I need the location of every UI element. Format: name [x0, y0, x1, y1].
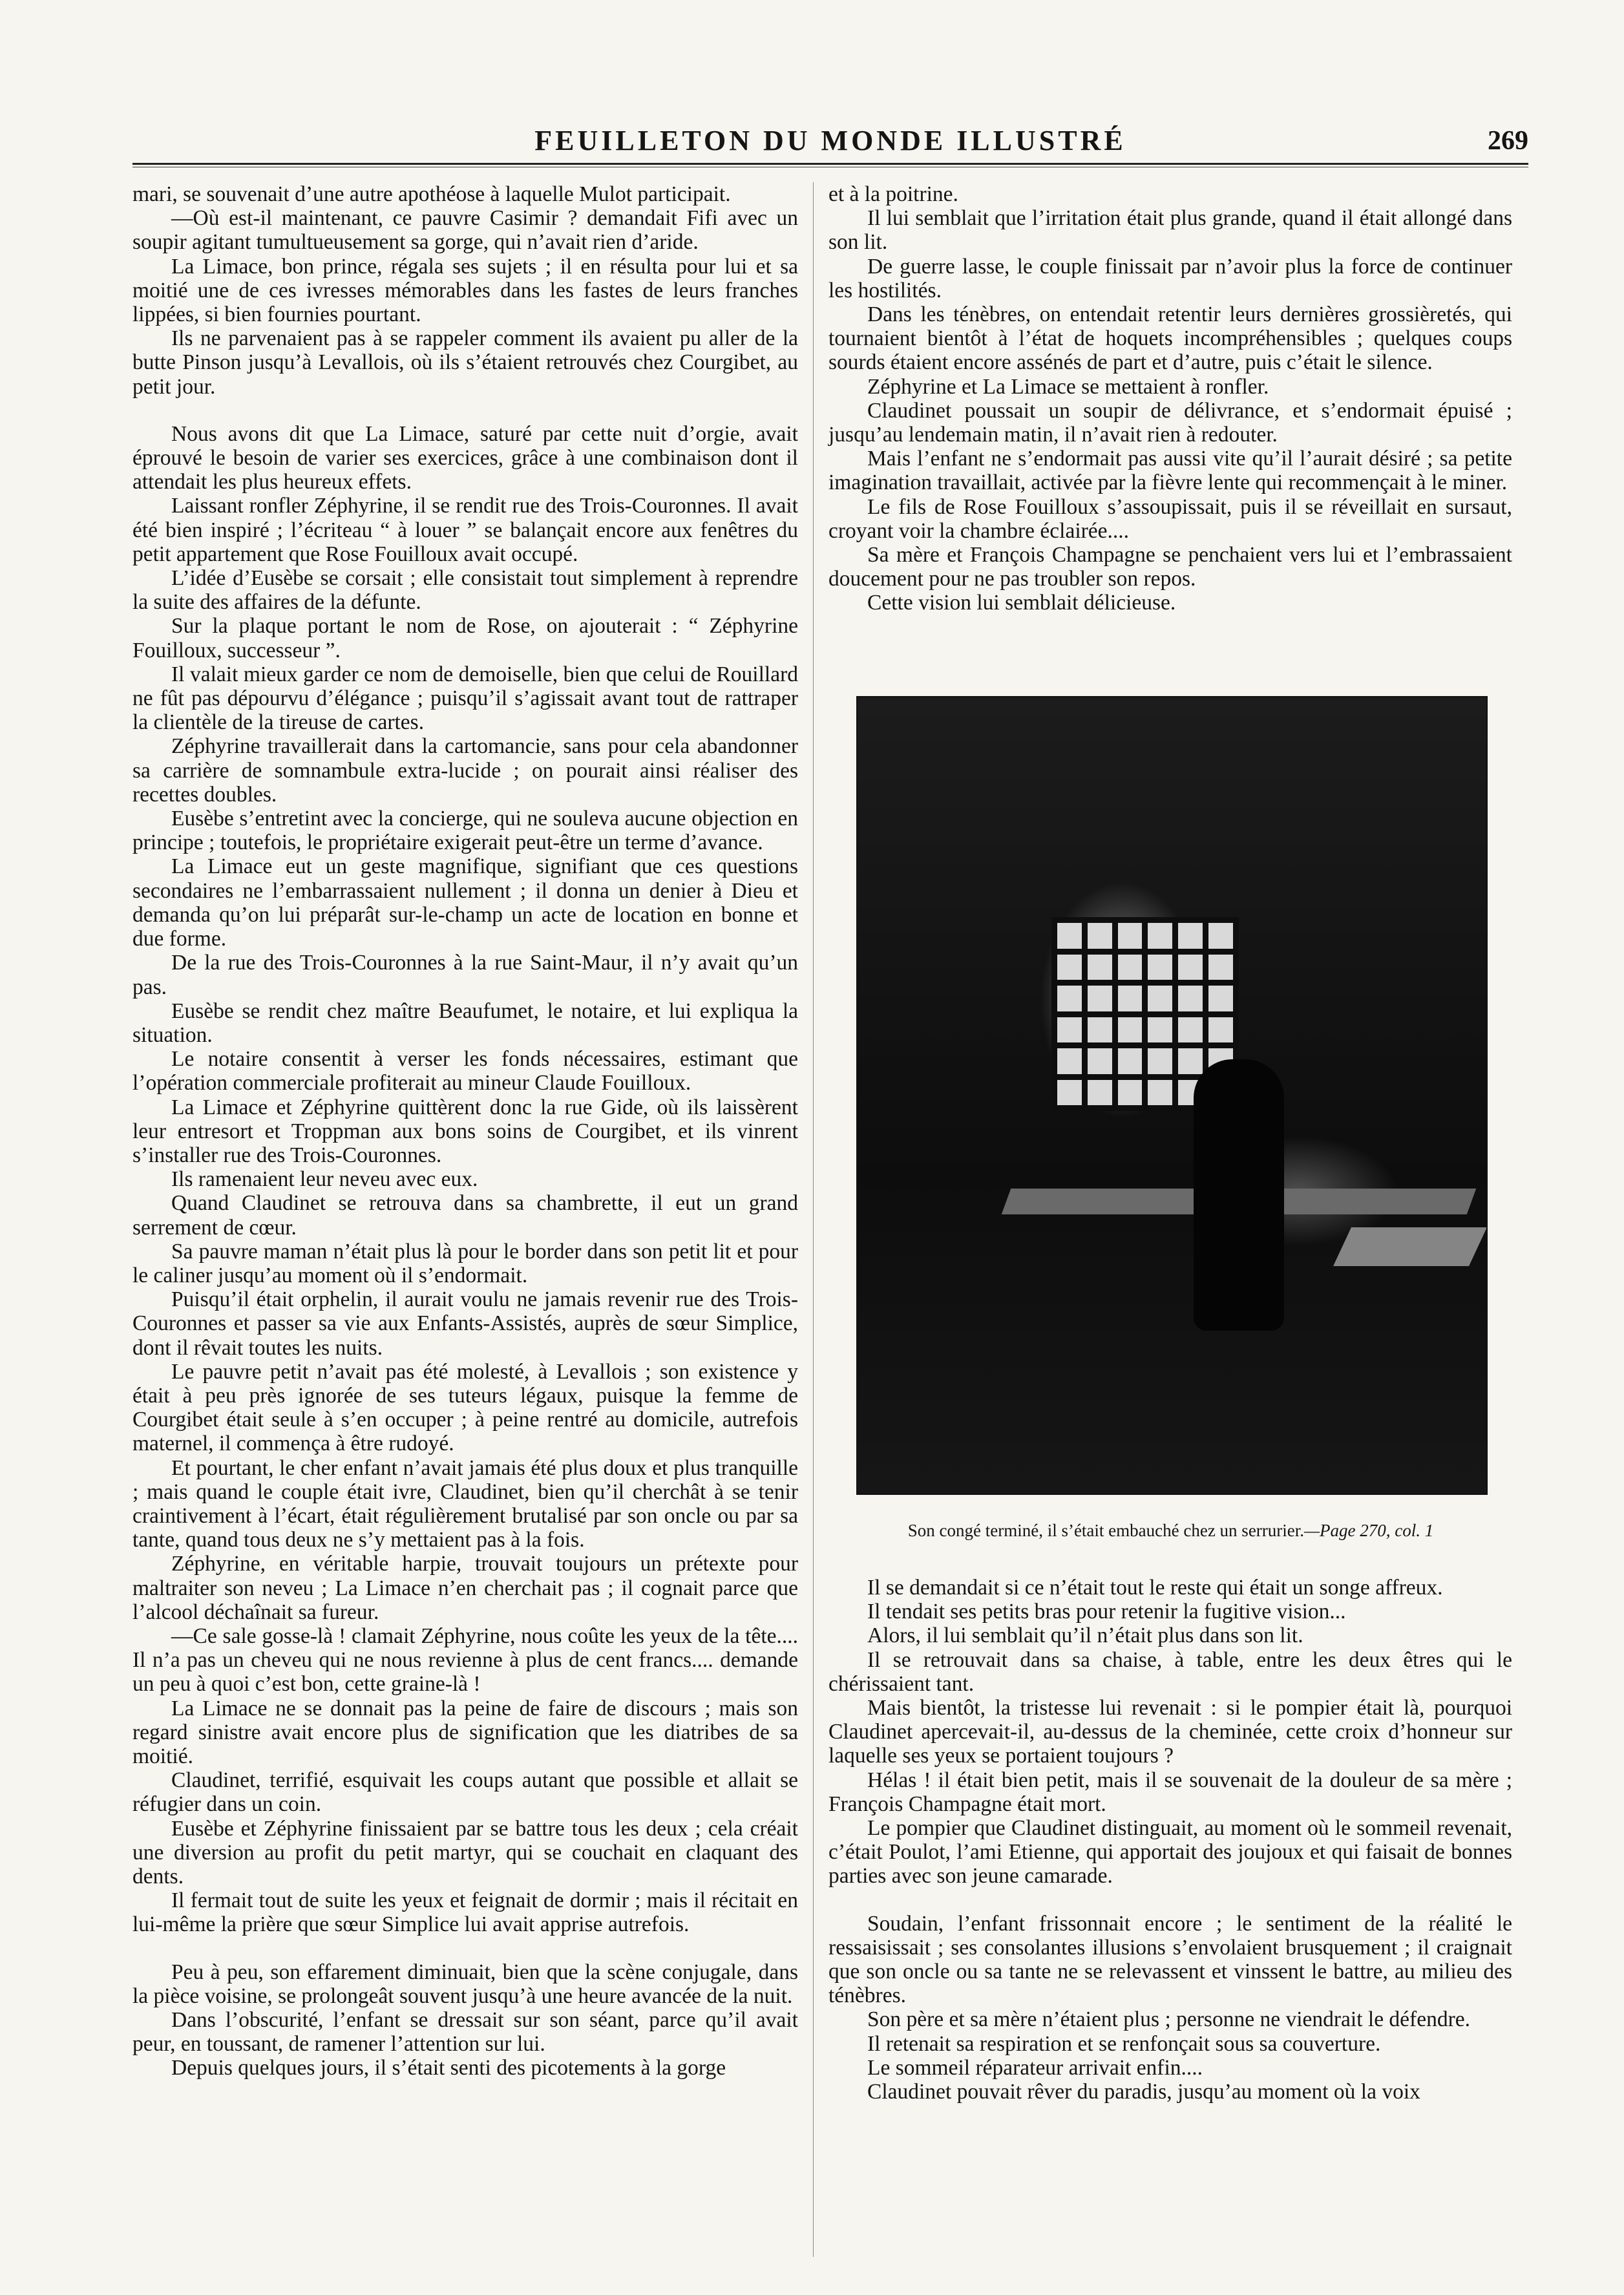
paragraph: Il valait mieux garder ce nom de demoiselle, bien que celui de Rouillard ne fût pas dépourvu d’élégance ; puisqu’il s’agissait avant tout de rattraper la clientèle de la tireuse de cartes.	[132, 662, 798, 735]
illustration-locksmith-workshop	[856, 696, 1488, 1495]
paragraph: Mais bientôt, la tristesse lui revenait : si le pompier était là, pourquoi Claudinet apercevait-il, au-dessus de la cheminée, cette croix d’honneur sur laquelle ses yeux se portaient toujours ?	[828, 1696, 1512, 1768]
paragraph: Zéphyrine travaillerait dans la cartomancie, sans pour cela abandonner sa carrière de somnambule extra-lucide ; on pourait ainsi réaliser des recettes doubles.	[132, 734, 798, 807]
paragraph: Il tendait ses petits bras pour retenir la fugitive vision...	[867, 1600, 1346, 1624]
paragraph: Ils ramenaient leur neveu avec eux.	[171, 1167, 478, 1192]
paragraph: Mais l’enfant ne s’endormait pas aussi vite qu’il l’aurait désiré ; sa petite imagination travaillait, activée par la fièvre lente qui recommençait à le miner.	[828, 447, 1512, 495]
paragraph: Quand Claudinet se retrouva dans sa chambrette, il eut un grand serrement de cœur.	[132, 1191, 798, 1240]
paragraph: —Où est-il maintenant, ce pauvre Casimir ? demandait Fifi avec un soupir agitant tumultueusement sa gorge, qui n’avait rien d’aride.	[132, 206, 798, 255]
paragraph: Puisqu’il était orphelin, il aurait voulu ne jamais revenir rue des Trois-Couronnes et passer sa vie aux Enfants-Assistés, auprès de sœur Simplice, dont il rêvait toutes les nuits.	[132, 1287, 798, 1360]
paragraph: La Limace eut un geste magnifique, signifiant que ces questions secondaires ne l’embarrassaient nullement ; il donna un denier à Dieu et demanda qu’on lui préparât sur-le-champ un acte de location en bonne et due forme.	[132, 854, 798, 951]
paragraph: De guerre lasse, le couple finissait par n’avoir plus la force de continuer les hostilités.	[828, 254, 1512, 302]
paragraph: Le pauvre petit n’avait pas été molesté, à Levallois ; son existence y était à peu près ignorée de ses tuteurs légaux, puisque la femme de Courgibet était seule à s’en occuper ; à peine rentré au domicile, autrefois maternel, il commença à être rudoyé.	[132, 1359, 798, 1456]
right-column-top	[828, 182, 1512, 615]
paragraph: Le fils de Rose Fouilloux s’assoupissait, puis il se réveillait en sursaut, croyant voir la chambre éclairée....	[828, 494, 1512, 543]
paragraph: Alors, il lui semblait qu’il n’était plus dans son lit.	[867, 1623, 1303, 1648]
header-title: FEUILLETON DU MONDE ILLUSTRÉ	[534, 125, 1126, 156]
paragraph: Depuis quelques jours, il s’était senti des picotements à la gorge	[171, 2056, 726, 2080]
paragraph: Sur la plaque portant le nom de Rose, on ajouterait : “ Zéphyrine Fouilloux, successeur ”.	[132, 614, 798, 662]
paragraph: Eusèbe se rendit chez maître Beaufumet, le notaire, et lui expliqua la situation.	[132, 999, 798, 1047]
paragraph: Hélas ! il était bien petit, mais il se souvenait de la douleur de sa mère ; François Champagne était mort.	[828, 1768, 1512, 1816]
paragraph: Zéphyrine et La Limace se mettaient à ronfler.	[867, 374, 1269, 399]
illustration-worker	[1194, 1059, 1284, 1331]
illustration-light	[1333, 1227, 1487, 1266]
paragraph: Eusèbe et Zéphyrine finissaient par se battre tous les deux ; cela créait une diversion au profit du petit martyr, qui se couchait en claquant des dents.	[132, 1816, 798, 1889]
paragraph: Il retenait sa respiration et se renfonçait sous sa couverture.	[867, 2031, 1381, 2056]
paragraph: Peu à peu, son effarement diminuait, bien que la scène conjugale, dans la pièce voisine, se prolongeât souvent jusqu’à une heure avancée de la nuit.	[132, 1960, 798, 2008]
paragraph: Nous avons dit que La Limace, saturé par cette nuit d’orgie, avait éprouvé le besoin de varier ses exercices, grâce à une combinaison dont il attendait les plus heureux effets.	[132, 421, 798, 494]
left-column	[132, 182, 798, 2257]
paragraph: Le notaire consentit à verser les fonds nécessaires, estimant que l’opération commerciale profiterait au mineur Claude Fouilloux.	[132, 1047, 798, 1095]
paragraph: Il se retrouvait dans sa chaise, à table, entre les deux êtres qui le chérissaient tant.	[828, 1647, 1512, 1696]
paragraph: et à la poitrine.	[828, 182, 958, 206]
paragraph: Eusèbe s’entretint avec la concierge, qui ne souleva aucune objection en principe ; toutefois, le propriétaire exigerait peut-être un terme d’avance.	[132, 807, 798, 855]
paragraph: Sa mère et François Champagne se penchaient vers lui et l’embrassaient doucement pour ne pas troubler son repos.	[828, 543, 1512, 591]
column-divider	[813, 182, 814, 2257]
paragraph: De la rue des Trois-Couronnes à la rue Saint-Maur, il n’y avait qu’un pas.	[132, 951, 798, 999]
paragraph: mari, se souvenait d’une autre apothéose à laquelle Mulot participait.	[132, 182, 731, 206]
paragraph: Claudinet pouvait rêver du paradis, jusqu’au moment où la voix	[867, 2080, 1420, 2104]
paragraph: La Limace, bon prince, régala ses sujets ; il en résulta pour lui et sa moitié une de ces ivresses mémorables dans les fastes de leurs franches lippées, si bien fournies pourtant.	[132, 254, 798, 327]
paragraph: L’idée d’Eusèbe se corsait ; elle consistait tout simplement à reprendre la suite des affaires de la défunte.	[132, 566, 798, 615]
right-column-bottom	[828, 1576, 1512, 2104]
paragraph: Cette vision lui semblait délicieuse.	[867, 591, 1176, 615]
paragraph: Le sommeil réparateur arrivait enfin....	[867, 2055, 1203, 2080]
paragraph: Zéphyrine, en véritable harpie, trouvait toujours un prétexte pour maltraiter son neveu ; La Limace n’en cherchait pas ; il cognait parce que l’alcool déchaînait sa fureur.	[132, 1552, 798, 1624]
page-header	[132, 120, 1528, 165]
paragraph: Laissant ronfler Zéphyrine, il se rendit rue des Trois-Couronnes. Il avait été bien inspiré ; l’écriteau “ à louer ” se balançait encore aux fenêtres du petit appartement que Rose Fouilloux avait occupé.	[132, 494, 798, 566]
paragraph: Sa pauvre maman n’était plus là pour le border dans son petit lit et pour le caliner jusqu’au moment où il s’endormait.	[132, 1239, 798, 1287]
caption-text: Son congé terminé, il s’était embauché chez un serrurier.	[907, 1521, 1305, 1540]
paragraph: Soudain, l’enfant frissonnait encore ; le sentiment de la réalité le ressaisissait ; ses consolantes illusions s’envolaient brusquement ; il craignait que son oncle ou sa tante ne se relevassent et vinssent le battre, au milieu des ténèbres.	[828, 1911, 1512, 2008]
paragraph: Ils ne parvenaient pas à se rappeler comment ils avaient pu aller de la butte Pinson jusqu’à Levallois, où ils s’étaient retrouvés chez Courgibet, au petit jour.	[132, 326, 798, 399]
paragraph: Claudinet poussait un soupir de délivrance, et s’endormait épuisé ; jusqu’au lendemain matin, il n’avait rien à redouter.	[828, 398, 1512, 447]
paragraph: Claudinet, terrifié, esquivait les coups autant que possible et allait se réfugier dans un coin.	[132, 1768, 798, 1817]
header-rule	[132, 163, 1528, 165]
page-number: 269	[1488, 126, 1528, 156]
paragraph: La Limace et Zéphyrine quittèrent donc la rue Gide, où ils laissèrent leur entresort et Troppman aux bons soins de Courgibet, et ils vinrent s’installer rue des Trois-Couronnes.	[132, 1095, 798, 1167]
caption-page-ref: —Page 270, col. 1	[1304, 1521, 1434, 1540]
paragraph: Dans les ténèbres, on entendait retentir leurs dernières grossièretés, qui tournaient bientôt à l’état de hoquets incompréhensibles ; quelques coups sourds étaient encore assénés de part et d’autre, puis c’était le silence.	[828, 302, 1512, 375]
paragraph: Il fermait tout de suite les yeux et feignait de dormir ; mais il récitait en lui-même la prière que sœur Simplice lui avait apprise autrefois.	[132, 1888, 798, 1937]
paragraph: Son père et sa mère n’étaient plus ; personne ne viendrait le défendre.	[867, 2007, 1470, 2032]
paragraph: La Limace ne se donnait pas la peine de faire de discours ; mais son regard sinistre avait encore plus de signification que les diatribes de sa moitié.	[132, 1696, 798, 1768]
paragraph: Dans l’obscurité, l’enfant se dressait sur son séant, parce qu’il avait peur, en toussant, de ramener l’attention sur lui.	[132, 2008, 798, 2057]
paragraph: Il lui semblait que l’irritation était plus grande, quand il était allongé dans son lit.	[828, 206, 1512, 255]
paragraph: Et pourtant, le cher enfant n’avait jamais été plus doux et plus tranquille ; mais quand le couple était ivre, Claudinet, bien qu’il cherchât à se tenir craintivement à l’écart, était régulièrement brutalisé par son oncle ou par sa tante, quand tous deux ne s’y mettaient pas à la fois.	[132, 1455, 798, 1552]
paragraph: Il se demandait si ce n’était tout le reste qui était un songe affreux.	[867, 1576, 1443, 1600]
paragraph: —Ce sale gosse-là ! clamait Zéphyrine, nous coûte les yeux de la tête.... Il n’a pas un cheveu qui ne nous revienne à plus de cent francs.... demande un peu à quoi c’est bon, cette graine-là !	[132, 1623, 798, 1697]
illustration-caption	[856, 1520, 1485, 1541]
paragraph: Le pompier que Claudinet distinguait, au moment où le sommeil revenait, c’était Poulot, l’ami Etienne, qui apportait des joujoux et qui faisait de bonnes parties avec son jeune camarade.	[828, 1816, 1512, 1888]
